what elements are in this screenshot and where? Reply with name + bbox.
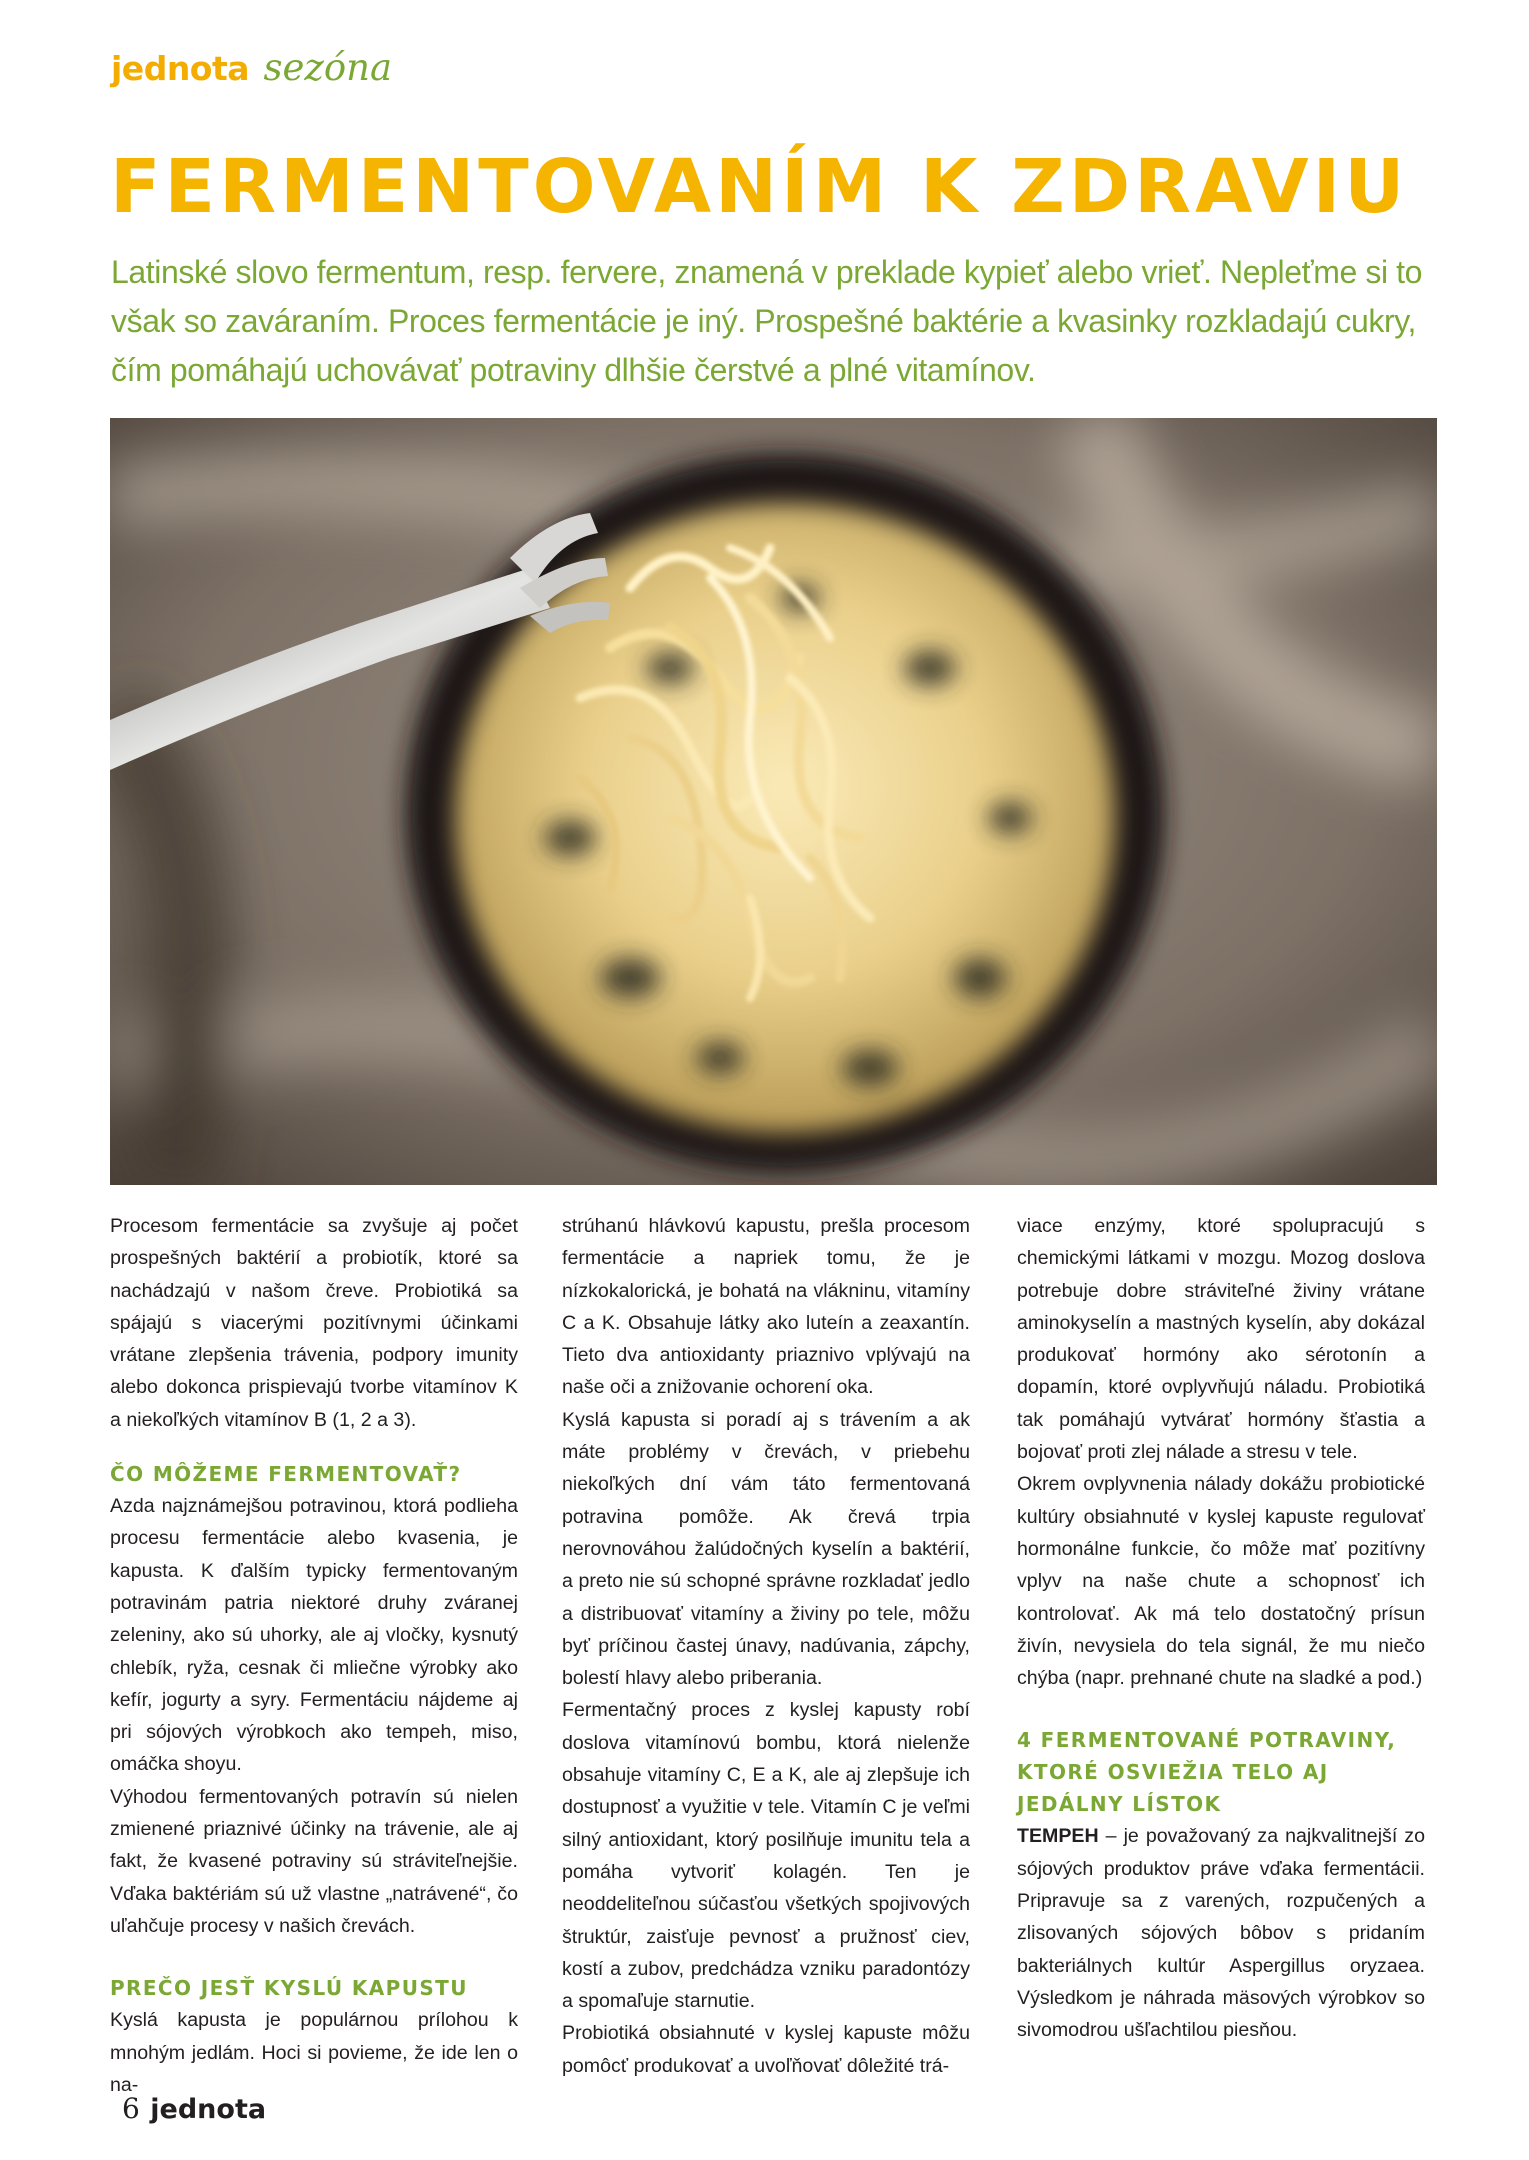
paragraph: Okrem ovplyvnenia nálady dokážu probiotické kultúry obsiahnuté v kyslej kapuste regulovať hormonálne funkcie, čo môže mať pozitívny vplyv na naše chute a schopnosť ich kontrolovať. Ak má telo dostatočný prísun živín, nevysiela do tela signál, že mu niečo chýba (napr. prehnané chute na sladké a pod.) — [1017, 1473, 1425, 1690]
article-title: FERMENTOVANÍM K ZDRAVIU — [110, 144, 1409, 230]
text-column-2 — [562, 1210, 970, 2082]
paragraph — [1017, 1820, 1425, 2046]
header-brand — [111, 46, 392, 96]
sauerkraut-illustration — [110, 418, 1437, 1185]
page-number: 6 — [122, 2092, 140, 2125]
paragraph: Procesom fermentácie sa zvyšuje aj počet prospešných baktérií a probiotík, ktoré sa nachádzajú v našom čreve. Probiotiká sa spájajú s viacerými pozitívnymi účinkami vrátane zlepšenia trávenia, podpory imunity alebo dokonca prispievajú tvorbe vitamínov K a niekoľkých vitamínov B (1, 2 a 3). — [110, 1215, 518, 1431]
sauerkraut-photo — [110, 418, 1437, 1185]
paragraph: Probiotiká obsiahnuté v kyslej kapuste môžu pomôcť produkovať a uvoľňovať dôležité trá- — [562, 2022, 970, 2077]
paragraph: Azda najznámejšou potravinou, ktorá podlieha procesu fermentácie alebo kvasenia, je kapusta. K ďalším typicky fermentovaným potravinám patria niektoré druhy zváranej zeleniny, ako sú uhorky, ale aj vločky, kysnutý chlebík, ryža, cesnak či mliečne výrobky ako kefír, jogurty a syry. Fermentáciu nájdeme aj pri sójových výrobkoch ako tempeh, miso, omáčka shoyu. — [110, 1495, 518, 1776]
paragraph: viace enzýmy, ktoré spolupracujú s chemickými látkami v mozgu. Mozog doslova potrebuje dobre stráviteľné živiny vrátane aminokyselín a mastných kyselín, aby dokázal produkovať hormóny ako sérotonín a dopamín, ktoré ovplyvňujú náladu. Probiotiká tak pomáhajú vytvárať hormóny šťastia a bojovať proti zlej nálade a stresu v tele. — [1017, 1215, 1425, 1464]
text-column-3 — [1017, 1210, 1425, 2047]
subheading: ČO MÔŽEME FERMENTOVAŤ? — [110, 1462, 462, 1487]
page-footer — [122, 2092, 266, 2125]
paragraph: Kyslá kapusta si poradí aj s trávením a ak máte problémy v črevách, v priebehu niekoľkých dní vám táto fermentovaná potravina pomôže. Ak črevá trpia nerovnováhou žalúdočných kyselín a baktérií, a preto nie sú schopné správne rozkladať jedlo a distribuovať vitamíny a živiny po tele, môžu byť príčinou častej únavy, nadúvania, zápchy, bolestí hlavy alebo priberania. — [562, 1408, 970, 1690]
article-lead: Latinské slovo fermentum, resp. fervere, znamená v preklade kypieť alebo vrieť. Nepleťme si to však so zaváraním. Proces fermentácie je iný. Prospešné baktérie a kvasinky rozkladajú cukry, čím pomáhajú uchovávať potraviny dlhšie čerstvé a plné vitamínov. — [111, 254, 1423, 388]
subheading: 4 FERMENTOVANÉ POTRAVINY, KTORÉ OSVIEŽIA TELO AJ JEDÁLNY LÍSTOK — [1017, 1728, 1397, 1817]
term-tempeh: TEMPEH — [1017, 1825, 1099, 1848]
paragraph: Výhodou fermentovaných potravín sú nielen zmienené priaznivé účinky na trávenie, ale aj fakt, že kvasené potraviny sú stráviteľnejšie. Vďaka baktériám sú už vlastne „natrávené“, čo uľahčuje procesy v našich črevách. — [110, 1785, 518, 1937]
paragraph: Kyslá kapusta je populárnou prílohou k mnohým jedlám. Hoci si povieme, že ide len o na- — [110, 2009, 518, 2096]
paragraph: Fermentačný proces z kyslej kapusty robí doslova vitamínovú bombu, ktorá nielenže obsahuje vitamíny C, E a K, ale aj zlepšuje ich dostupnosť a využitie v tele. Vitamín C je veľmi silný antioxidant, ktorý posilňuje imunitu tela a pomáha vytvoriť kolagén. Ten je neoddeliteľnou súčasťou všetkých spojivových štruktúr, zaisťuje pevnosť a pružnosť ciev, kostí a zubov, predchádza vzniku paradontózy a spomaľuje starnutie. — [562, 1699, 970, 2013]
jednota-logo: jednota — [111, 49, 250, 88]
section-label: sezóna — [263, 46, 393, 89]
paragraph: strúhanú hlávkovú kapustu, prešla procesom fermentácie a napriek tomu, že je nízkokalorická, je bohatá na vlákninu, vitamíny C a K. Obsahuje látky ako luteín a zeaxantín. Tieto dva antioxidanty priaznivo vplývajú na naše oči a znižovanie ochorení oka. — [562, 1215, 970, 1399]
term-definition: – je považovaný za najkvalitnejší zo sójových produktov práve vďaka fermentácii. Pripravuje sa z varených, rozpučených a zlisovaných sójových bôbov s pridaním bakteriálnych kultúr Aspergillus oryzaea. Výsledkom je náhrada mäsových výrobkov so sivomodrou ušľachtilou piesňou. — [1017, 1825, 1425, 2042]
subheading: PREČO JESŤ KYSLÚ KAPUSTU — [110, 1976, 468, 2001]
footer-brand: jednota — [150, 2094, 267, 2125]
text-column-1 — [110, 1210, 518, 2101]
